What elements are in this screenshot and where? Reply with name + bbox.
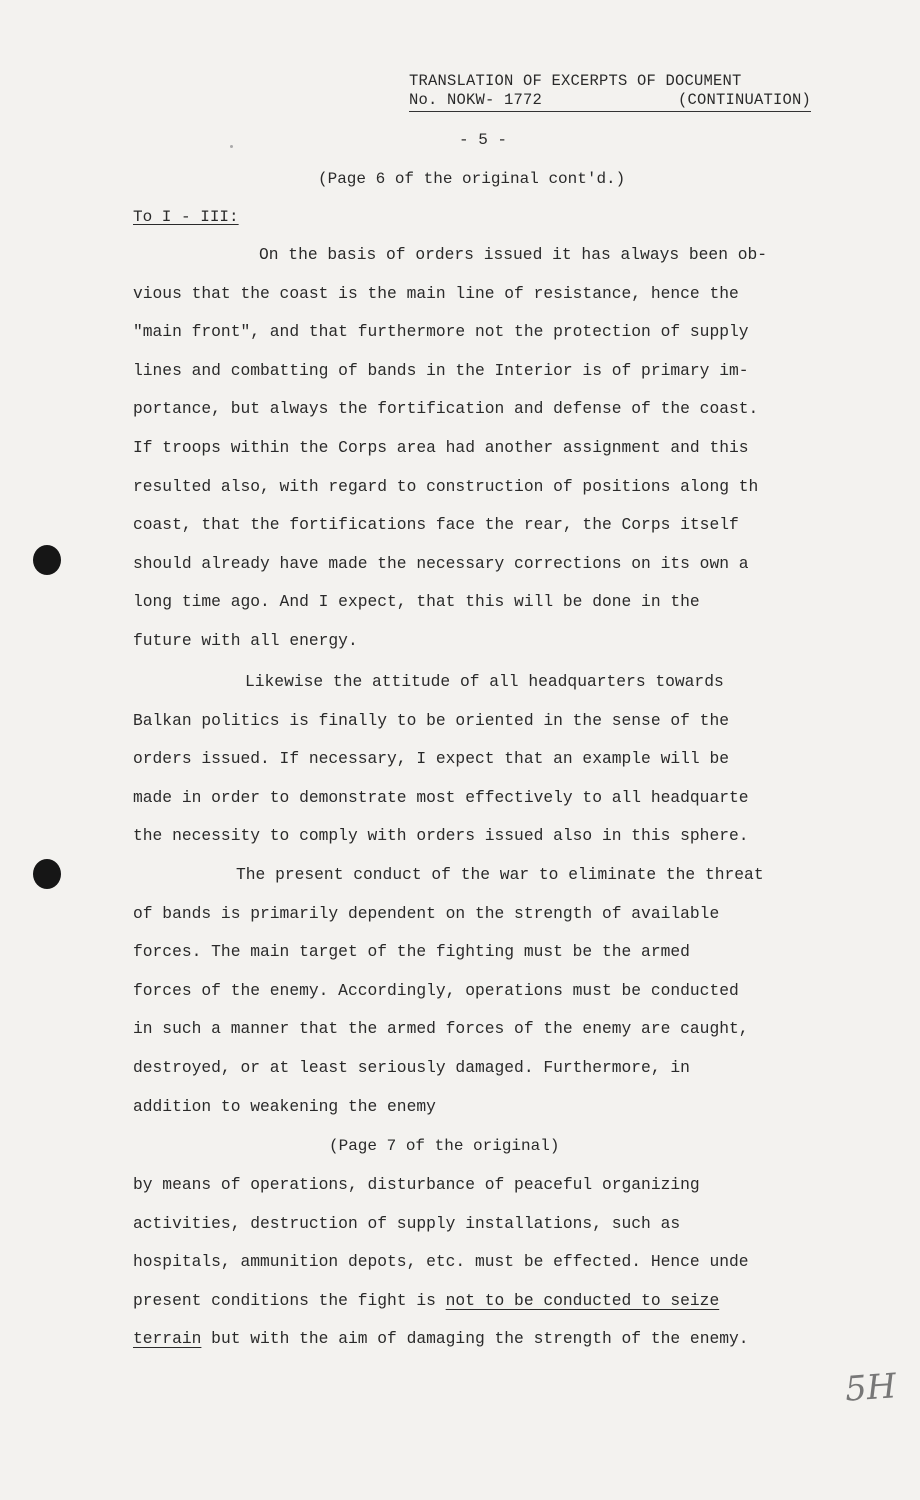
page-note-original-6: (Page 6 of the original cont'd.) bbox=[318, 170, 626, 188]
underlined-phrase: not to be conducted to seize bbox=[445, 1290, 720, 1310]
paragraph-coast-defense bbox=[133, 236, 868, 661]
page-note-original-7: (Page 7 of the original) bbox=[329, 1137, 560, 1155]
page-number: - 5 - bbox=[458, 131, 507, 149]
paragraph-balkan-politics bbox=[133, 663, 868, 856]
paragraph-text: Likewise the attitude of all headquarters towards Balkan politics is finally to be oriented in the sense of the orders issued. If necessary, I expect that an example will be made in order to demonstrate most effectively to all headquarte the necessity to comply with orders issued also in this sphere. bbox=[133, 672, 749, 846]
handwritten-mark: 5H bbox=[843, 1366, 898, 1410]
paragraph-text: On the basis of orders issued it has always been ob- vious that the coast is the main line of resistance, hence the "main front", and that furthermore not the protection of supply lines and combatting of bands in the Interior is of primary im- portance, but always the fortification and defense of the coast. If troops within the Corps area had another assignment and this resulted also, with regard to construction of positions along th coast, that the fortifications face the rear, the Corps itself should already have made the necessary corrections on its own a long time ago. And I expect, that this will be done in the future with all energy. bbox=[133, 245, 768, 650]
header-doc-line bbox=[409, 91, 811, 112]
document-header bbox=[409, 72, 811, 112]
paragraph-text: The present conduct of the war to eliminate the threat of bands is primarily dependent on the strength of available forces. The main target of the fighting must be the armed forces of the enemy. Accordingly, operations must be conducted in such a manner that the armed forces of the enemy are caught, destroyed, or at least seriously damaged. Furthermore, in addition to weakening the enemy bbox=[133, 865, 764, 1116]
document-number: No. NOKW- 1772 bbox=[409, 91, 543, 109]
paragraph-text-end: but with the aim of damaging the strength of the enemy. bbox=[201, 1329, 749, 1349]
punch-hole-top bbox=[33, 545, 61, 575]
continuation-label: (CONTINUATION) bbox=[677, 91, 811, 109]
paragraph-conduct-of-war bbox=[133, 856, 868, 1126]
paragraph-text: by means of operations, disturbance of peaceful organizing activities, destruction of supply installations, such as hospitals, ammunition depots, etc. must be effected. Hence unde present conditions the fight is bbox=[133, 1175, 749, 1310]
paragraph-operations bbox=[133, 1166, 868, 1359]
underlined-word: terrain bbox=[133, 1329, 202, 1349]
section-heading: To I - III: bbox=[133, 208, 239, 226]
punch-hole-bottom bbox=[33, 859, 61, 889]
header-title: TRANSLATION OF EXCERPTS OF DOCUMENT bbox=[409, 72, 742, 90]
